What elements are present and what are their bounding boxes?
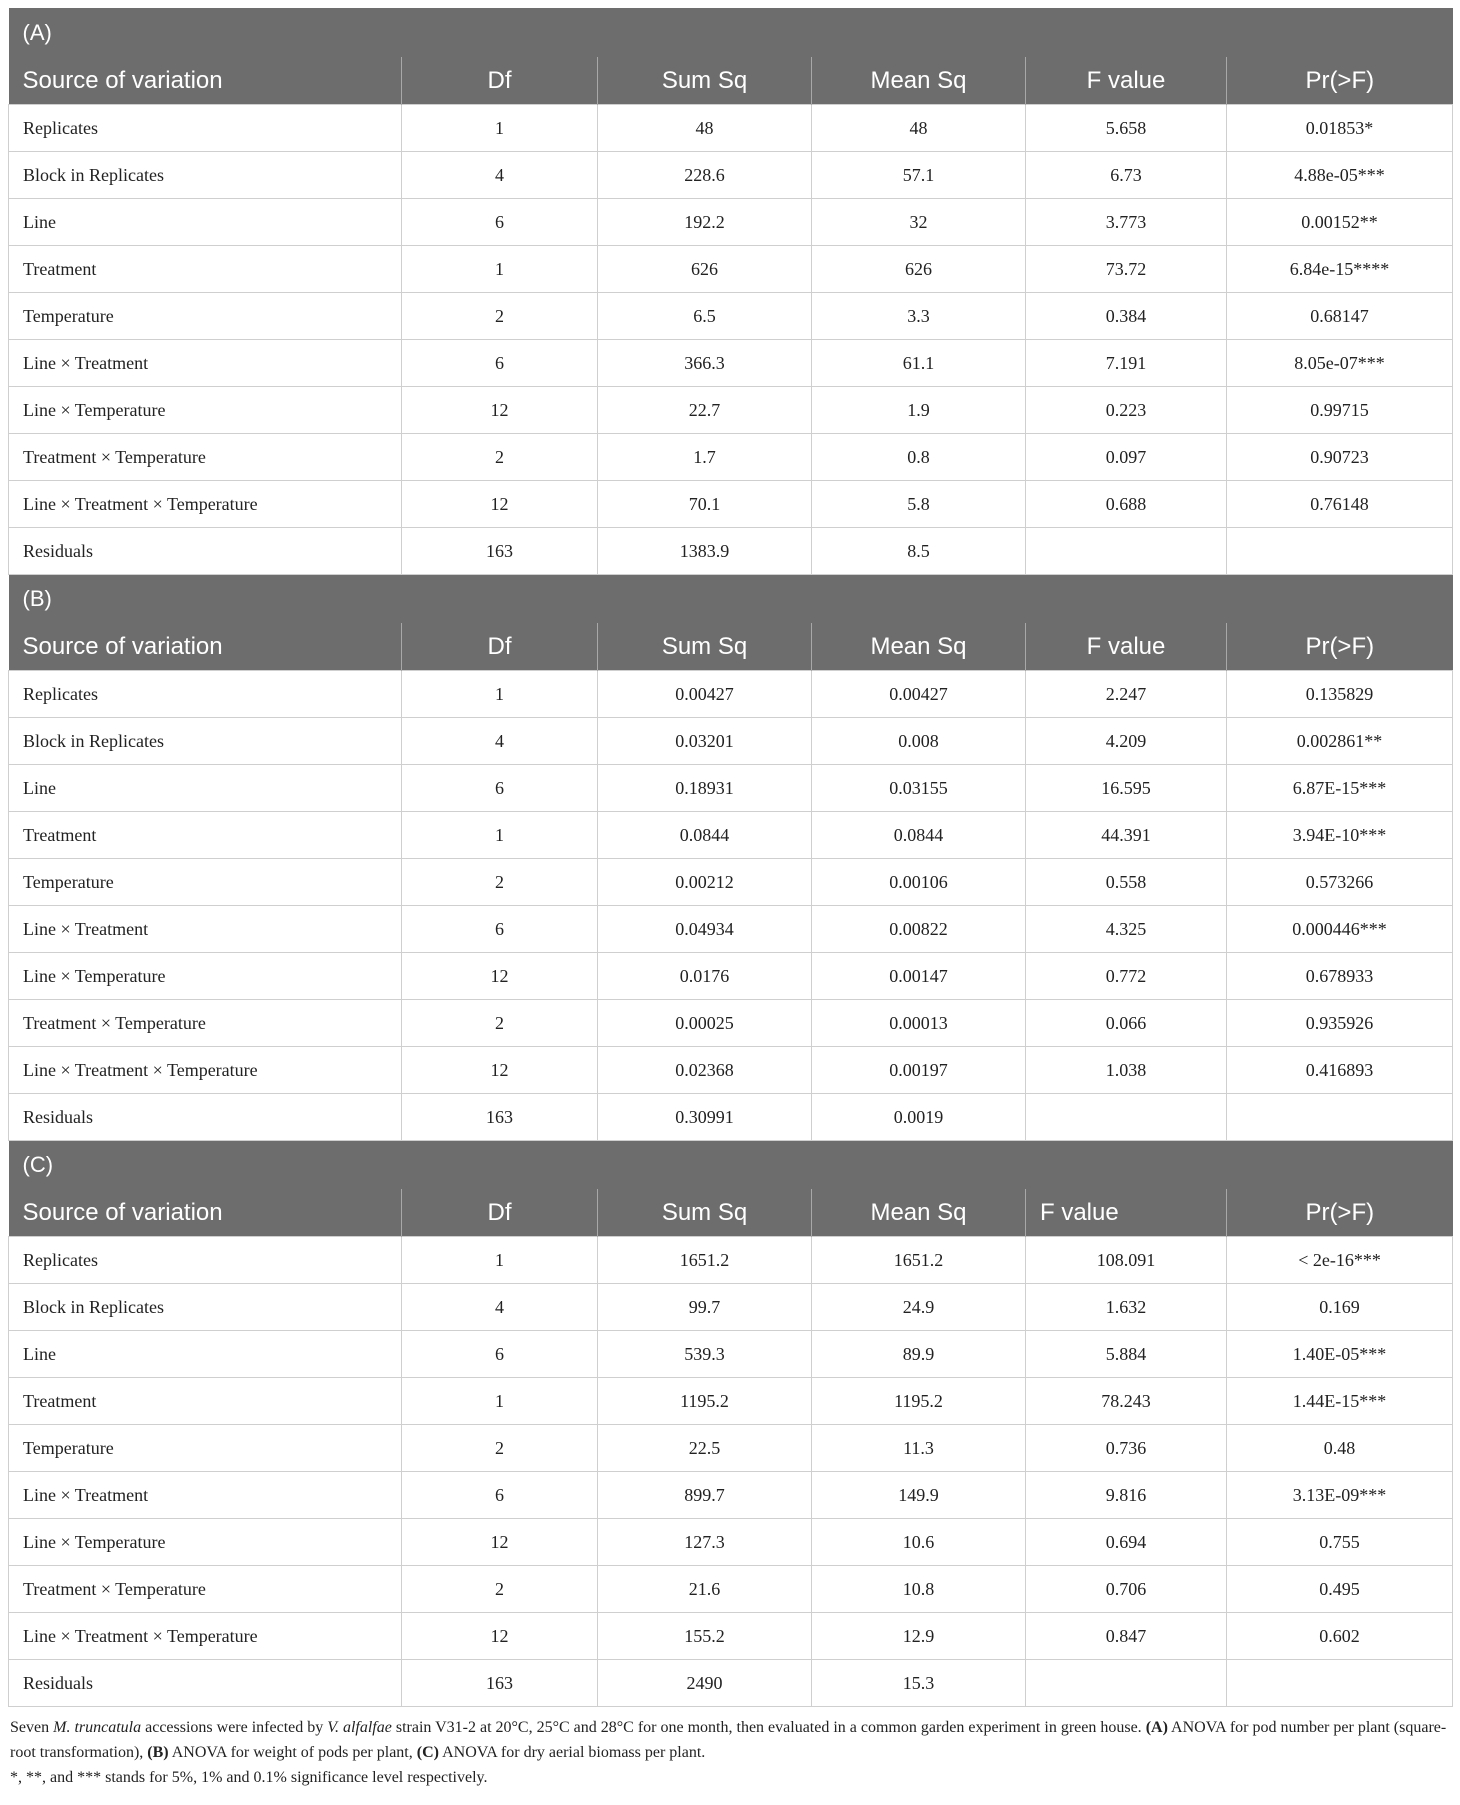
cell-p-value: 0.416893 [1227, 1047, 1453, 1094]
cell-f-value: 2.247 [1026, 671, 1227, 718]
cell-sum-sq: 1651.2 [598, 1237, 812, 1284]
cell-df: 4 [402, 1284, 598, 1331]
cell-source: Temperature [9, 1425, 402, 1472]
table-row [9, 152, 1453, 199]
cell-p-value: 4.88e-05*** [1227, 152, 1453, 199]
cell-p-value [1227, 1660, 1453, 1707]
anova-table [8, 8, 1453, 1707]
cell-source: Line [9, 199, 402, 246]
cell-df: 12 [402, 387, 598, 434]
cell-f-value: 73.72 [1026, 246, 1227, 293]
cell-df: 6 [402, 1331, 598, 1378]
cell-p-value: 0.573266 [1227, 859, 1453, 906]
cell-source: Residuals [9, 1660, 402, 1707]
cell-p-value: 0.000446*** [1227, 906, 1453, 953]
column-header-df: Df [402, 623, 598, 671]
table-row [9, 1425, 1453, 1472]
cell-source: Line × Treatment [9, 906, 402, 953]
footnote-description: Seven M. truncatula accessions were infected by V. alfalfae strain V31-2 at 20°C, 25°C and 28°C for one month, then evaluated in a common garden experiment in green house. (A) ANOVA for pod number per plant (square-root transformation), (B) ANOVA for weight of pods per plant, (C) ANOVA for dry aerial biomass per plant. [10, 1719, 1447, 1761]
cell-f-value: 0.066 [1026, 1000, 1227, 1047]
cell-f-value: 108.091 [1026, 1237, 1227, 1284]
cell-mean-sq: 10.6 [812, 1519, 1026, 1566]
cell-p-value: 1.40E-05*** [1227, 1331, 1453, 1378]
anova-tables-page [8, 8, 1452, 1790]
section-label: (C) [9, 1141, 1453, 1190]
cell-df: 2 [402, 1425, 598, 1472]
cell-mean-sq: 0.00197 [812, 1047, 1026, 1094]
cell-df: 1 [402, 812, 598, 859]
cell-p-value: 1.44E-15*** [1227, 1378, 1453, 1425]
cell-source: Treatment × Temperature [9, 434, 402, 481]
cell-df: 12 [402, 1613, 598, 1660]
cell-sum-sq: 192.2 [598, 199, 812, 246]
cell-f-value: 6.73 [1026, 152, 1227, 199]
column-header-f-value: F value [1026, 57, 1227, 105]
cell-p-value: 0.00152** [1227, 199, 1453, 246]
table-row [9, 1472, 1453, 1519]
cell-mean-sq: 0.8 [812, 434, 1026, 481]
cell-df: 163 [402, 1094, 598, 1141]
column-header-df: Df [402, 1189, 598, 1237]
cell-sum-sq: 0.00025 [598, 1000, 812, 1047]
cell-sum-sq: 1195.2 [598, 1378, 812, 1425]
cell-mean-sq: 1.9 [812, 387, 1026, 434]
table-row [9, 246, 1453, 293]
cell-df: 6 [402, 1472, 598, 1519]
table-row [9, 1566, 1453, 1613]
cell-source: Replicates [9, 1237, 402, 1284]
cell-source: Line × Treatment [9, 340, 402, 387]
cell-p-value: 6.84e-15**** [1227, 246, 1453, 293]
cell-p-value: 0.90723 [1227, 434, 1453, 481]
cell-f-value: 0.384 [1026, 293, 1227, 340]
cell-p-value: 8.05e-07*** [1227, 340, 1453, 387]
column-header-source: Source of variation [9, 623, 402, 671]
table-row [9, 481, 1453, 528]
cell-source: Treatment [9, 246, 402, 293]
cell-f-value: 0.736 [1026, 1425, 1227, 1472]
cell-sum-sq: 0.30991 [598, 1094, 812, 1141]
cell-source: Treatment × Temperature [9, 1000, 402, 1047]
cell-f-value: 0.558 [1026, 859, 1227, 906]
cell-mean-sq: 0.0019 [812, 1094, 1026, 1141]
cell-sum-sq: 626 [598, 246, 812, 293]
table-row [9, 1047, 1453, 1094]
cell-source: Block in Replicates [9, 152, 402, 199]
table-row [9, 434, 1453, 481]
cell-source: Line [9, 1331, 402, 1378]
cell-source: Line × Temperature [9, 1519, 402, 1566]
column-header-sum-sq: Sum Sq [598, 623, 812, 671]
section-c-label-row [9, 1141, 1453, 1190]
cell-f-value [1026, 528, 1227, 575]
cell-df: 1 [402, 671, 598, 718]
section-a-label-row [9, 9, 1453, 58]
cell-sum-sq: 22.7 [598, 387, 812, 434]
cell-df: 6 [402, 199, 598, 246]
cell-df: 12 [402, 1519, 598, 1566]
cell-f-value: 5.658 [1026, 105, 1227, 152]
cell-source: Line × Temperature [9, 387, 402, 434]
cell-f-value: 1.632 [1026, 1284, 1227, 1331]
table-row [9, 199, 1453, 246]
cell-sum-sq: 22.5 [598, 1425, 812, 1472]
table-row [9, 387, 1453, 434]
cell-p-value [1227, 1094, 1453, 1141]
cell-f-value: 0.694 [1026, 1519, 1227, 1566]
cell-f-value: 7.191 [1026, 340, 1227, 387]
table-row [9, 340, 1453, 387]
cell-mean-sq: 0.0844 [812, 812, 1026, 859]
column-header-sum-sq: Sum Sq [598, 1189, 812, 1237]
column-header-df: Df [402, 57, 598, 105]
cell-mean-sq: 12.9 [812, 1613, 1026, 1660]
cell-sum-sq: 6.5 [598, 293, 812, 340]
cell-f-value: 5.884 [1026, 1331, 1227, 1378]
cell-source: Replicates [9, 671, 402, 718]
cell-mean-sq: 15.3 [812, 1660, 1026, 1707]
cell-df: 1 [402, 105, 598, 152]
cell-mean-sq: 89.9 [812, 1331, 1026, 1378]
section-b-header-row [9, 623, 1453, 671]
table-row [9, 906, 1453, 953]
cell-mean-sq: 1195.2 [812, 1378, 1026, 1425]
cell-p-value [1227, 528, 1453, 575]
table-row [9, 812, 1453, 859]
cell-mean-sq: 0.00822 [812, 906, 1026, 953]
column-header-f-value: F value [1026, 623, 1227, 671]
column-header-p-value: Pr(>F) [1227, 623, 1453, 671]
cell-f-value [1026, 1660, 1227, 1707]
cell-sum-sq: 1.7 [598, 434, 812, 481]
column-header-mean-sq: Mean Sq [812, 57, 1026, 105]
section-label: (A) [9, 9, 1453, 58]
cell-source: Line × Treatment × Temperature [9, 1047, 402, 1094]
cell-f-value: 0.097 [1026, 434, 1227, 481]
cell-mean-sq: 11.3 [812, 1425, 1026, 1472]
column-header-source: Source of variation [9, 57, 402, 105]
cell-mean-sq: 1651.2 [812, 1237, 1026, 1284]
cell-mean-sq: 32 [812, 199, 1026, 246]
cell-p-value: 6.87E-15*** [1227, 765, 1453, 812]
cell-source: Line × Treatment × Temperature [9, 481, 402, 528]
table-row [9, 105, 1453, 152]
cell-mean-sq: 626 [812, 246, 1026, 293]
cell-p-value: 0.68147 [1227, 293, 1453, 340]
cell-sum-sq: 0.04934 [598, 906, 812, 953]
table-row [9, 1284, 1453, 1331]
cell-source: Temperature [9, 859, 402, 906]
cell-p-value: 3.94E-10*** [1227, 812, 1453, 859]
table-row [9, 1519, 1453, 1566]
table-row [9, 528, 1453, 575]
cell-p-value: 0.755 [1227, 1519, 1453, 1566]
cell-f-value: 1.038 [1026, 1047, 1227, 1094]
table-row [9, 1378, 1453, 1425]
cell-source: Block in Replicates [9, 1284, 402, 1331]
table-row [9, 293, 1453, 340]
cell-p-value: 0.495 [1227, 1566, 1453, 1613]
cell-source: Replicates [9, 105, 402, 152]
cell-sum-sq: 0.03201 [598, 718, 812, 765]
cell-p-value: 0.01853* [1227, 105, 1453, 152]
table-row [9, 765, 1453, 812]
column-header-source: Source of variation [9, 1189, 402, 1237]
cell-source: Line [9, 765, 402, 812]
cell-mean-sq: 0.008 [812, 718, 1026, 765]
cell-sum-sq: 0.02368 [598, 1047, 812, 1094]
cell-p-value: 0.99715 [1227, 387, 1453, 434]
cell-df: 163 [402, 1660, 598, 1707]
cell-p-value: 3.13E-09*** [1227, 1472, 1453, 1519]
cell-p-value: 0.169 [1227, 1284, 1453, 1331]
cell-source: Block in Replicates [9, 718, 402, 765]
cell-df: 163 [402, 528, 598, 575]
cell-source: Residuals [9, 1094, 402, 1141]
anova-table-body [9, 9, 1453, 1707]
section-c-header-row [9, 1189, 1453, 1237]
cell-mean-sq: 0.00427 [812, 671, 1026, 718]
cell-df: 1 [402, 1237, 598, 1284]
table-row [9, 859, 1453, 906]
cell-source: Line × Treatment × Temperature [9, 1613, 402, 1660]
table-row [9, 953, 1453, 1000]
column-header-p-value: Pr(>F) [1227, 1189, 1453, 1237]
footnote-significance: *, **, and *** stands for 5%, 1% and 0.1% significance level respectively. [10, 1769, 488, 1786]
cell-sum-sq: 228.6 [598, 152, 812, 199]
cell-df: 12 [402, 953, 598, 1000]
cell-f-value: 78.243 [1026, 1378, 1227, 1425]
table-row [9, 1094, 1453, 1141]
cell-sum-sq: 539.3 [598, 1331, 812, 1378]
column-header-f-value: F value [1026, 1189, 1227, 1237]
cell-f-value: 0.772 [1026, 953, 1227, 1000]
cell-p-value: < 2e-16*** [1227, 1237, 1453, 1284]
cell-mean-sq: 48 [812, 105, 1026, 152]
cell-df: 4 [402, 152, 598, 199]
cell-f-value: 9.816 [1026, 1472, 1227, 1519]
table-row [9, 1237, 1453, 1284]
table-row [9, 671, 1453, 718]
cell-df: 12 [402, 1047, 598, 1094]
cell-source: Line × Temperature [9, 953, 402, 1000]
cell-sum-sq: 70.1 [598, 481, 812, 528]
cell-p-value: 0.135829 [1227, 671, 1453, 718]
cell-sum-sq: 0.00427 [598, 671, 812, 718]
cell-source: Residuals [9, 528, 402, 575]
cell-source: Line × Treatment [9, 1472, 402, 1519]
table-row [9, 718, 1453, 765]
table-footnote [8, 1707, 1452, 1790]
cell-p-value: 0.76148 [1227, 481, 1453, 528]
cell-f-value: 0.706 [1026, 1566, 1227, 1613]
column-header-mean-sq: Mean Sq [812, 1189, 1026, 1237]
cell-df: 12 [402, 481, 598, 528]
table-row [9, 1331, 1453, 1378]
cell-f-value: 0.847 [1026, 1613, 1227, 1660]
cell-sum-sq: 2490 [598, 1660, 812, 1707]
cell-p-value: 0.002861** [1227, 718, 1453, 765]
table-row [9, 1660, 1453, 1707]
cell-sum-sq: 155.2 [598, 1613, 812, 1660]
cell-sum-sq: 899.7 [598, 1472, 812, 1519]
section-b-label-row [9, 575, 1453, 624]
cell-f-value: 44.391 [1026, 812, 1227, 859]
cell-mean-sq: 149.9 [812, 1472, 1026, 1519]
cell-sum-sq: 1383.9 [598, 528, 812, 575]
column-header-sum-sq: Sum Sq [598, 57, 812, 105]
cell-source: Treatment [9, 1378, 402, 1425]
cell-mean-sq: 3.3 [812, 293, 1026, 340]
cell-f-value: 16.595 [1026, 765, 1227, 812]
cell-mean-sq: 24.9 [812, 1284, 1026, 1331]
cell-df: 6 [402, 765, 598, 812]
cell-df: 1 [402, 1378, 598, 1425]
cell-sum-sq: 366.3 [598, 340, 812, 387]
cell-f-value: 0.223 [1026, 387, 1227, 434]
cell-df: 2 [402, 1000, 598, 1047]
cell-mean-sq: 61.1 [812, 340, 1026, 387]
cell-p-value: 0.602 [1227, 1613, 1453, 1660]
cell-sum-sq: 0.0844 [598, 812, 812, 859]
cell-sum-sq: 0.0176 [598, 953, 812, 1000]
cell-source: Treatment [9, 812, 402, 859]
cell-df: 6 [402, 906, 598, 953]
cell-mean-sq: 0.00147 [812, 953, 1026, 1000]
section-a-header-row [9, 57, 1453, 105]
cell-source: Treatment × Temperature [9, 1566, 402, 1613]
cell-f-value: 3.773 [1026, 199, 1227, 246]
cell-mean-sq: 5.8 [812, 481, 1026, 528]
cell-source: Temperature [9, 293, 402, 340]
cell-df: 2 [402, 859, 598, 906]
cell-df: 2 [402, 293, 598, 340]
cell-f-value: 4.209 [1026, 718, 1227, 765]
table-row [9, 1613, 1453, 1660]
cell-sum-sq: 127.3 [598, 1519, 812, 1566]
cell-sum-sq: 0.18931 [598, 765, 812, 812]
cell-f-value: 4.325 [1026, 906, 1227, 953]
section-label: (B) [9, 575, 1453, 624]
cell-mean-sq: 0.03155 [812, 765, 1026, 812]
cell-sum-sq: 21.6 [598, 1566, 812, 1613]
cell-mean-sq: 0.00106 [812, 859, 1026, 906]
column-header-p-value: Pr(>F) [1227, 57, 1453, 105]
cell-df: 2 [402, 1566, 598, 1613]
cell-p-value: 0.935926 [1227, 1000, 1453, 1047]
cell-mean-sq: 57.1 [812, 152, 1026, 199]
column-header-mean-sq: Mean Sq [812, 623, 1026, 671]
cell-f-value [1026, 1094, 1227, 1141]
table-row [9, 1000, 1453, 1047]
cell-df: 1 [402, 246, 598, 293]
cell-sum-sq: 48 [598, 105, 812, 152]
cell-mean-sq: 10.8 [812, 1566, 1026, 1613]
cell-sum-sq: 99.7 [598, 1284, 812, 1331]
cell-df: 6 [402, 340, 598, 387]
cell-p-value: 0.48 [1227, 1425, 1453, 1472]
cell-f-value: 0.688 [1026, 481, 1227, 528]
cell-mean-sq: 0.00013 [812, 1000, 1026, 1047]
cell-mean-sq: 8.5 [812, 528, 1026, 575]
cell-sum-sq: 0.00212 [598, 859, 812, 906]
cell-df: 2 [402, 434, 598, 481]
cell-df: 4 [402, 718, 598, 765]
cell-p-value: 0.678933 [1227, 953, 1453, 1000]
